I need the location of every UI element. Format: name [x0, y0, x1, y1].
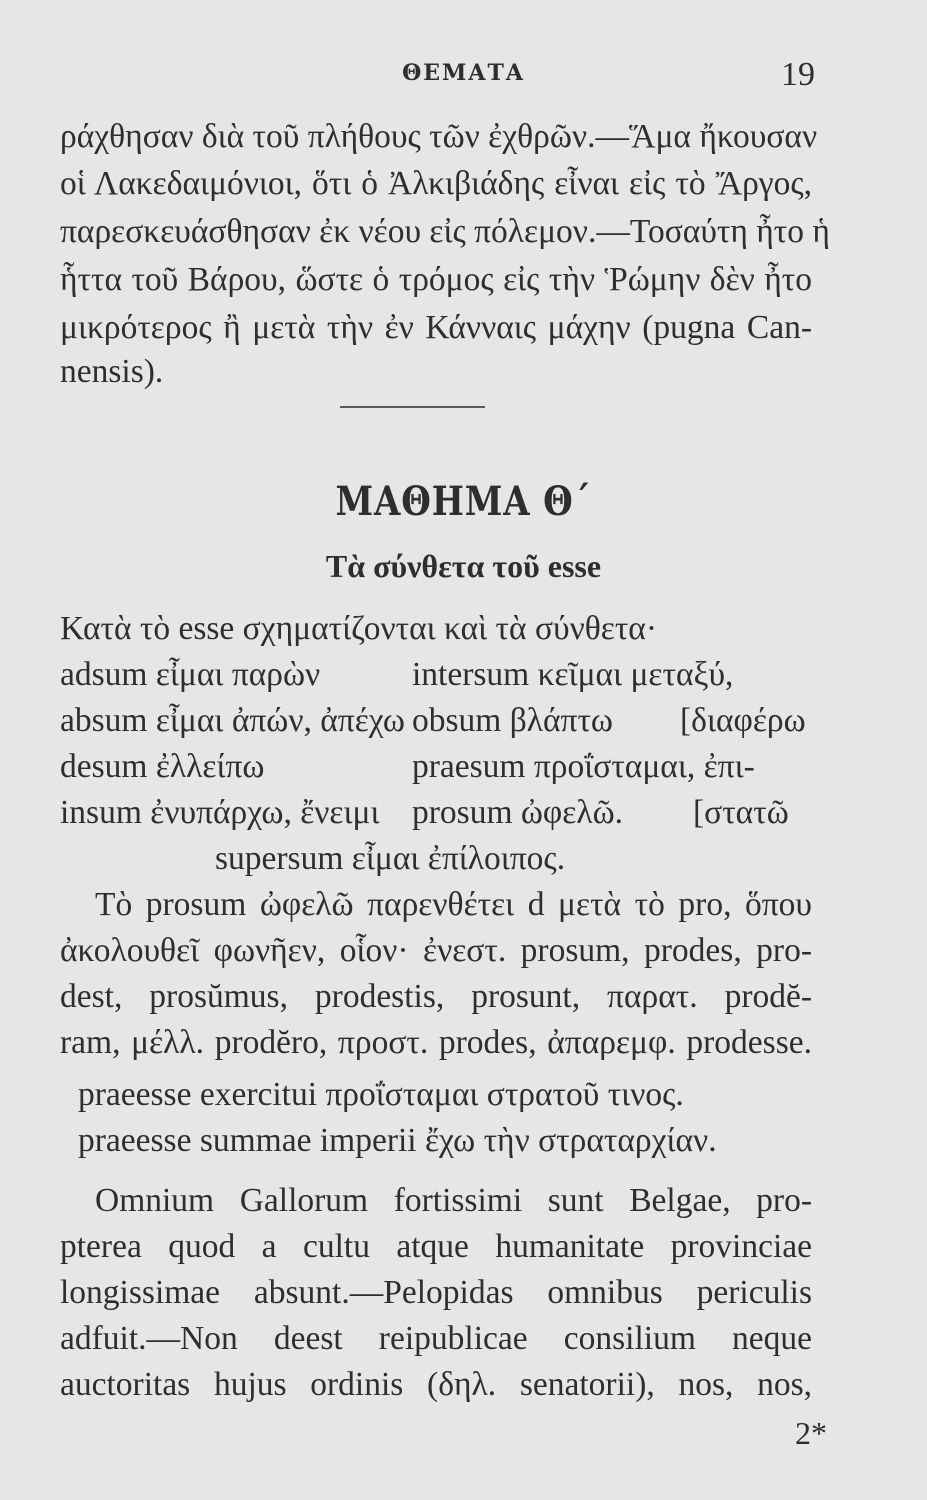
compound-right: praesum προΐσταμαι, ἐπι-: [412, 748, 755, 785]
text-line: ράχθησαν διὰ τοῦ πλήθους τῶν ἐχθρῶν.—Ἅμα ἤκουσαν: [60, 118, 818, 155]
text-line: ram, μέλλ. prodĕro, προστ. prodes, ἀπαρεμφ. prodesse.: [60, 1024, 812, 1061]
text-line: μικρότερος ἢ μετὰ τὴν ἐν Κάνναις μάχην (pugna Can-: [60, 309, 812, 346]
text-line: παρεσκευάσθησαν ἐκ νέου εἰς πόλεμον.—Τοσαύτη ἦτο ἡ: [60, 213, 830, 250]
compound-right: obsum βλάπτω: [412, 702, 613, 739]
lesson-subtitle: Τὰ σύνθετα τοῦ esse: [325, 548, 602, 584]
compound-left: absum εἶμαι ἀπών, ἀπέχω: [60, 702, 405, 739]
text-line: οἱ Λακεδαιμόνιοι, ὅτι ὁ Ἀλκιβιάδης εἶναι εἰς τὸ Ἄργος,: [60, 165, 812, 202]
example-line: praeesse exercitui προΐσταμαι στρατοῦ τινος.: [78, 1076, 684, 1113]
page-number: 19: [781, 56, 815, 93]
compound-left: insum ἐνυπάρχω, ἔνειμι: [60, 794, 380, 831]
signature-mark: 2*: [795, 1415, 827, 1451]
text-line: longissimae absunt.—Pelopidas omnibus periculis: [60, 1274, 812, 1311]
text-line: auctoritas hujus ordinis (δηλ. senatorii), nos, nos,: [60, 1366, 812, 1403]
text-line: dest, prosŭmus, prodestis, prosunt, παρατ. prodĕ-: [60, 978, 812, 1015]
text-line: Omnium Gallorum fortissimi sunt Belgae, pro-: [95, 1182, 812, 1219]
compound-left: adsum εἶμαι παρὼν: [60, 656, 321, 693]
text-line: pterea quod a cultu atque humanitate provinciae: [60, 1228, 812, 1265]
text-line: ἧττα τοῦ Βάρου, ὥστε ὁ τρόμος εἰς τὴν Ῥώμην δὲν ἦτο: [60, 261, 812, 298]
compound-left: desum ἐλλείπω: [60, 748, 265, 785]
text-line: Τὸ prosum ὠφελῶ παρενθέτει d μετὰ τὸ pro, ὅπου: [95, 886, 812, 923]
lesson-intro: Κατὰ τὸ esse σχηματίζονται καὶ τὰ σύνθετα·: [60, 610, 658, 647]
compound-right: prosum ὠφελῶ.: [412, 794, 623, 831]
carryover-note: [στατῶ: [693, 794, 789, 831]
example-line: praeesse summae imperii ἔχω τὴν στραταρχίαν.: [78, 1122, 717, 1159]
compound-supersum: supersum εἶμαι ἐπίλοιπος.: [215, 840, 566, 877]
carryover-note: [διαφέρω: [680, 702, 806, 739]
lesson-title: ΜΑΘΗΜΑ Θ΄: [335, 478, 592, 525]
text-line: ἀκολουθεῖ φωνῆεν, οἷον· ἐνεστ. prosum, prodes, pro-: [60, 932, 812, 969]
section-divider: [340, 406, 485, 408]
running-header: ΘΕΜΑΤΑ: [402, 60, 525, 86]
text-line: adfuit.—Non deest reipublicae consilium neque: [60, 1320, 812, 1357]
compound-right: intersum κεῖμαι μεταξύ,: [412, 656, 734, 693]
text-line: nensis).: [60, 353, 164, 390]
